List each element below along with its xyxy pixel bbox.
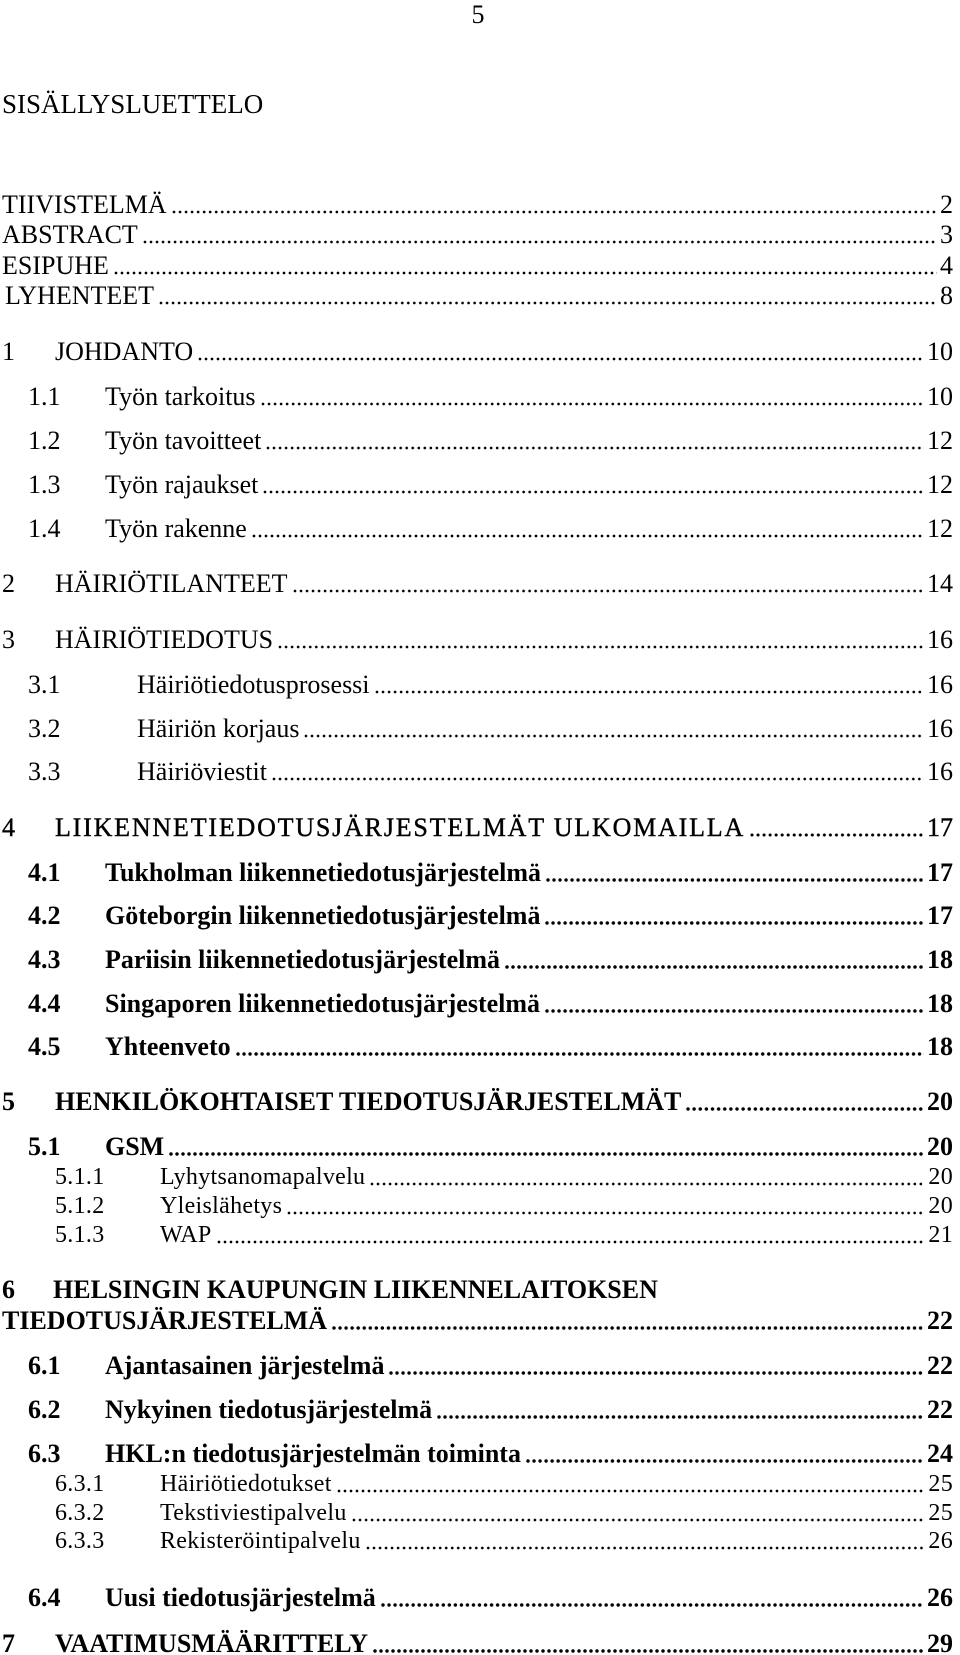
toc-entry-6-3-1	[2, 1469, 953, 1499]
toc-entry-page-number: 4	[940, 251, 953, 280]
toc-entry-6-4	[2, 1583, 953, 1613]
toc-entry-page-number: 22	[927, 1351, 953, 1380]
toc-entry-number: 5.1.1	[55, 1164, 105, 1190]
toc-entry-title: Yhteenveto	[105, 1032, 231, 1061]
toc-entry-number: 6.4	[28, 1583, 61, 1612]
dot-leader	[749, 813, 924, 843]
toc-entry-number: 6.2	[28, 1395, 61, 1424]
toc-entry-6-3-3	[2, 1526, 953, 1556]
toc-entry-3-1	[2, 670, 953, 700]
toc-entry-page-number: 2	[940, 190, 953, 219]
dot-leader	[262, 470, 924, 500]
toc-entry-5	[2, 1087, 953, 1117]
toc-entry-number: 4.5	[28, 1032, 61, 1061]
dot-leader	[336, 1469, 926, 1499]
toc-entry-title: Työn tavoitteet	[105, 426, 262, 455]
toc-entry-page-number: 20	[927, 1087, 953, 1116]
toc-entry-esipuhe	[2, 251, 953, 281]
toc-entry-4-3	[2, 945, 953, 975]
toc-entry-title: Nykyinen tiedotusjärjestelmä	[105, 1395, 433, 1424]
toc-entry-page-number: 10	[927, 382, 953, 411]
toc-entry-5-1	[2, 1132, 953, 1162]
dot-leader	[525, 1439, 924, 1469]
toc-entry-number: 6	[2, 1275, 15, 1304]
toc-entry-7	[2, 1629, 953, 1655]
page-title: SISÄLLYSLUETTELO	[2, 89, 264, 119]
toc-entry-page-number: 17	[927, 901, 953, 930]
toc-entry-page-number: 14	[927, 569, 953, 598]
toc-entry-page-number: 20	[928, 1193, 953, 1219]
toc-entry-lyhenteet	[2, 281, 953, 311]
toc-entry-page-number: 25	[928, 1471, 953, 1497]
toc-entry-page-number: 21	[928, 1222, 953, 1248]
dot-leader	[286, 1191, 925, 1221]
toc-entry-1-3	[2, 470, 953, 500]
toc-entry-title: Singaporen liikennetiedotusjärjestelmä	[105, 989, 541, 1018]
toc-entry-title: Yleislähetys	[160, 1193, 283, 1219]
toc-entry-3-2	[2, 714, 953, 744]
toc-entry-1-2	[2, 426, 953, 456]
toc-entry-title: GSM	[105, 1132, 165, 1161]
toc-entry-title: Uusi tiedotusjärjestelmä	[105, 1583, 376, 1612]
toc-entry-page-number: 17	[927, 813, 953, 842]
toc-entry-number: 3.1	[28, 670, 61, 699]
toc-entry-title: Ajantasainen järjestelmä	[105, 1351, 385, 1380]
toc-entry-page-number: 10	[927, 337, 953, 366]
toc-entry-number: 5.1	[28, 1132, 61, 1161]
dot-leader	[504, 945, 924, 975]
dot-leader	[351, 1498, 926, 1528]
toc-entry-title: LYHENTEET	[5, 281, 155, 310]
toc-entry-page-number: 16	[927, 625, 953, 654]
toc-entry-page-number: 18	[927, 945, 953, 974]
page-number: 5	[471, 0, 485, 29]
toc-entry-title-line-1: HELSINGIN KAUPUNGIN LIIKENNELAITOKSEN	[53, 1275, 658, 1304]
toc-entry-page-number: 12	[927, 470, 953, 499]
dot-leader	[271, 757, 924, 787]
toc-entry-number: 1	[2, 337, 15, 366]
dot-leader	[260, 382, 924, 412]
toc-entry-number: 3.2	[28, 714, 61, 743]
toc-entry-6-2	[2, 1395, 953, 1425]
toc-entry-page-number: 12	[927, 514, 953, 543]
dot-leader	[265, 426, 924, 456]
toc-entry-page-number: 8	[940, 281, 953, 310]
toc-entry-4-4	[2, 989, 953, 1019]
toc-entry-number: 6.3.2	[55, 1500, 105, 1526]
toc-entry-4	[2, 813, 953, 843]
toc-entry-title: Työn rajaukset	[105, 470, 259, 499]
toc-entry-number: 1.4	[28, 514, 61, 543]
dot-leader	[436, 1395, 924, 1425]
toc-entry-title: Lyhytsanomapalvelu	[160, 1164, 366, 1190]
toc-entry-title: Työn tarkoitus	[105, 382, 256, 411]
toc-entry-title: Häiriön korjaus	[137, 714, 300, 743]
toc-entry-page-number: 25	[928, 1500, 953, 1526]
dot-leader	[142, 220, 937, 250]
toc-entry-page-number: 20	[928, 1164, 953, 1190]
toc-entry-title: Työn rakenne	[105, 514, 247, 543]
toc-entry-title: Tekstiviestipalvelu	[160, 1500, 347, 1526]
toc-entry-page-number: 18	[927, 1032, 953, 1061]
dot-leader	[216, 1220, 926, 1250]
dot-leader	[197, 337, 924, 367]
dot-leader	[380, 1583, 924, 1613]
toc-entry-page-number: 20	[927, 1132, 953, 1161]
toc-entry-4-2	[2, 901, 953, 931]
toc-entry-6	[2, 1275, 953, 1305]
toc-entry-title: ABSTRACT	[2, 220, 138, 249]
toc-entry-3-3	[2, 757, 953, 787]
toc-entry-title: TIIVISTELMÄ	[2, 190, 167, 219]
toc-entry-page-number: 26	[928, 1528, 953, 1554]
dot-leader	[372, 1633, 924, 1655]
toc-entry-5-1-3	[2, 1220, 953, 1250]
toc-entry-title: Göteborgin liikennetiedotusjärjestelmä	[105, 901, 541, 930]
toc-entry-2	[2, 569, 953, 599]
toc-entry-4-1	[2, 858, 953, 888]
toc-entry-title-line-2: TIEDOTUSJÄRJESTELMÄ	[2, 1306, 328, 1335]
toc-entry-1	[2, 337, 953, 367]
dot-leader	[251, 514, 924, 544]
toc-entry-page-number: 17	[927, 858, 953, 887]
dot-leader	[544, 901, 924, 931]
toc-entry-1-1	[2, 382, 953, 412]
toc-entry-page-number: 18	[927, 989, 953, 1018]
toc-entry-page-number: 22	[927, 1306, 953, 1335]
toc-entry-number: 1.1	[28, 382, 61, 411]
dot-leader	[331, 1306, 924, 1336]
toc-entry-page-number: 12	[927, 426, 953, 455]
toc-entry-6-continuation	[2, 1306, 953, 1336]
toc-entry-page-number: 3	[940, 220, 953, 249]
toc-entry-title: Pariisin liikennetiedotusjärjestelmä	[105, 945, 501, 974]
toc-entry-number: 4.1	[28, 858, 61, 887]
toc-entry-tiivistelma	[2, 190, 953, 220]
toc-entry-title: HÄIRIÖTILANTEET	[55, 569, 288, 598]
toc-entry-number: 5	[2, 1087, 15, 1116]
toc-entry-number: 2	[2, 569, 15, 598]
dot-leader	[235, 1032, 924, 1062]
dot-leader	[292, 569, 925, 599]
toc-entry-6-1	[2, 1351, 953, 1381]
dot-leader	[303, 714, 924, 744]
toc-entry-number: 5.1.3	[55, 1222, 105, 1248]
toc-entry-3	[2, 625, 953, 655]
toc-entry-number: 1.2	[28, 426, 61, 455]
toc-entry-title: HENKILÖKOHTAISET TIEDOTUSJÄRJESTELMÄT	[55, 1087, 682, 1116]
toc-entry-6-3	[2, 1439, 953, 1469]
toc-entry-page-number: 16	[927, 670, 953, 699]
dot-leader	[544, 989, 924, 1019]
toc-entry-title: HKL:n tiedotusjärjestelmän toiminta	[105, 1439, 521, 1468]
toc-entry-6-3-2	[2, 1498, 953, 1528]
toc-entry-page-number: 26	[927, 1583, 953, 1612]
toc-entry-page-number: 24	[927, 1439, 953, 1468]
toc-entry-number: 4.4	[28, 989, 61, 1018]
dot-leader	[158, 281, 937, 311]
toc-entry-number: 5.1.2	[55, 1193, 105, 1219]
toc-entry-title: Häiriötiedotusprosessi	[137, 670, 370, 699]
toc-entry-number: 3.3	[28, 757, 61, 786]
toc-entry-title: Rekisteröintipalvelu	[160, 1528, 361, 1554]
dot-leader	[113, 251, 937, 281]
toc-entry-title: Tukholman liikennetiedotusjärjestelmä	[105, 858, 542, 887]
dot-leader	[168, 1132, 924, 1162]
toc-entry-number: 6.3.1	[55, 1471, 105, 1497]
toc-entry-title: Häiriöviestit	[137, 757, 267, 786]
toc-entry-4-5	[2, 1032, 953, 1062]
toc-entry-number: 4.3	[28, 945, 61, 974]
toc-entry-number: 6.3.3	[55, 1528, 105, 1554]
dot-leader	[369, 1162, 925, 1192]
toc-entry-number: 4.2	[28, 901, 61, 930]
toc-entry-number: 1.3	[28, 470, 61, 499]
toc-entry-title: HÄIRIÖTIEDOTUS	[55, 625, 274, 654]
toc-entry-title: JOHDANTO	[55, 337, 194, 366]
toc-entry-1-4	[2, 514, 953, 544]
dot-leader	[685, 1087, 924, 1117]
toc-entry-abstract	[2, 220, 953, 250]
toc-entry-number: 7	[2, 1629, 15, 1655]
dot-leader	[365, 1526, 926, 1556]
toc-entry-title: VAATIMUSMÄÄRITTELY	[55, 1629, 369, 1655]
dot-leader	[374, 670, 924, 700]
toc-entry-5-1-1	[2, 1162, 953, 1192]
toc-entry-page-number: 16	[927, 714, 953, 743]
toc-entry-title: WAP	[160, 1222, 212, 1248]
dot-leader	[277, 625, 924, 655]
toc-entry-page-number: 16	[927, 757, 953, 786]
dot-leader	[388, 1351, 924, 1381]
dot-leader	[545, 858, 924, 888]
toc-entry-title: LIIKENNETIEDOTUSJÄRJESTELMÄT ULKOMAILLA	[55, 813, 746, 842]
toc-entry-title: ESIPUHE	[2, 251, 109, 280]
toc-entry-number: 4	[2, 813, 15, 842]
dot-leader	[171, 190, 937, 220]
toc-entry-page-number: 22	[927, 1395, 953, 1424]
toc-entry-number: 6.3	[28, 1439, 61, 1468]
toc-entry-5-1-2	[2, 1191, 953, 1221]
toc-entry-number: 6.1	[28, 1351, 61, 1380]
toc-entry-title: Häiriötiedotukset	[160, 1471, 332, 1497]
toc-entry-page-number: 29	[927, 1629, 953, 1655]
toc-entry-number: 3	[2, 625, 15, 654]
